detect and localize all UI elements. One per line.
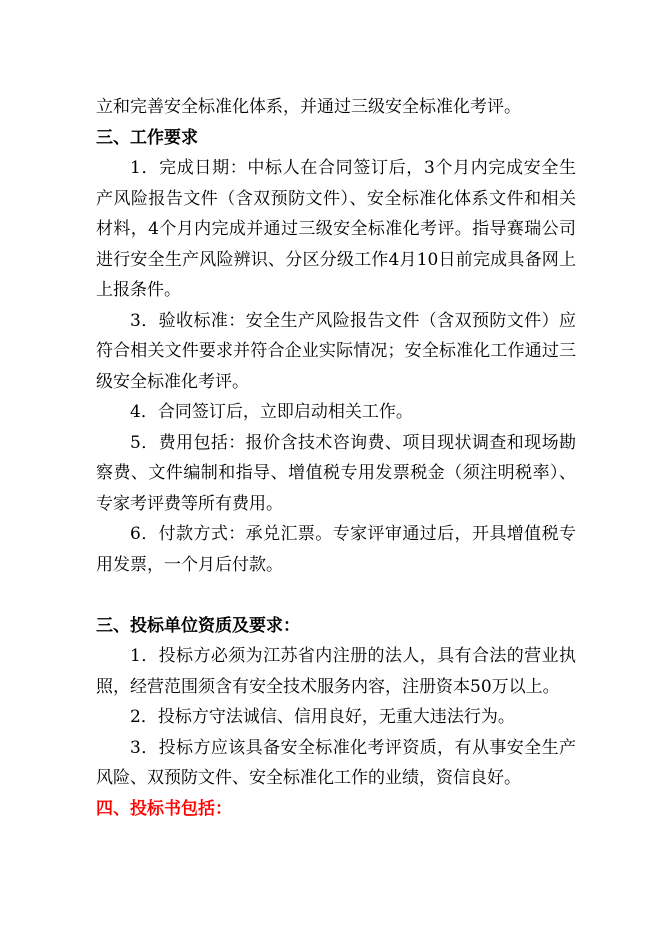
section-bid-title: 四、投标书包括： [96,798,232,819]
work-item-5: 5．费用包括：报价含技术咨询费、项目现状调查和现场勘察费、文件编制和指导、增值税专用发票税金（须注明税率）、专家考评费等所有费用。 [96,432,576,514]
intro-line: 立和完善安全标准化体系，并通过三级安全标准化考评。 [96,97,521,117]
document-page [96,92,576,824]
work-item-6: 6．付款方式：承兑汇票。专家评审通过后，开具增值税专用发票，一个月后付款。 [96,524,576,575]
blank-line [96,580,576,611]
section-work-title: 三、工作要求 [96,127,198,148]
work-item-3: 3．验收标准：安全生产风险报告文件（含双预防文件）应符合相关文件要求并符合企业实际情况；安全标准化工作通过三级安全标准化考评。 [96,310,576,392]
qualification-item-1: 1．投标方必须为江苏省内注册的法人，具有合法的营业执照，经营范围须含有安全技术服务内容，注册资本50万以上。 [96,646,576,697]
qualification-item-3: 3．投标方应该具备安全标准化考评资质，有从事安全生产风险、双预防文件、安全标准化工作的业绩，资信良好。 [96,737,576,788]
work-item-1: 1．完成日期：中标人在合同签订后，3个月内完成安全生产风险报告文件（含双预防文件）、安全标准化体系文件和相关材料，4个月内完成并通过三级安全标准化考评。指导赛瑞公司进行安全生产风险辨识、分区分级工作4月10日前完成具备网上上报条件。 [96,158,576,300]
work-item-4: 4．合同签订后，立即启动相关工作。 [130,402,413,422]
qualification-item-2: 2．投标方守法诚信、信用良好，无重大违法行为。 [130,707,515,727]
section-qualification-title: 三、投标单位资质及要求： [96,615,300,636]
